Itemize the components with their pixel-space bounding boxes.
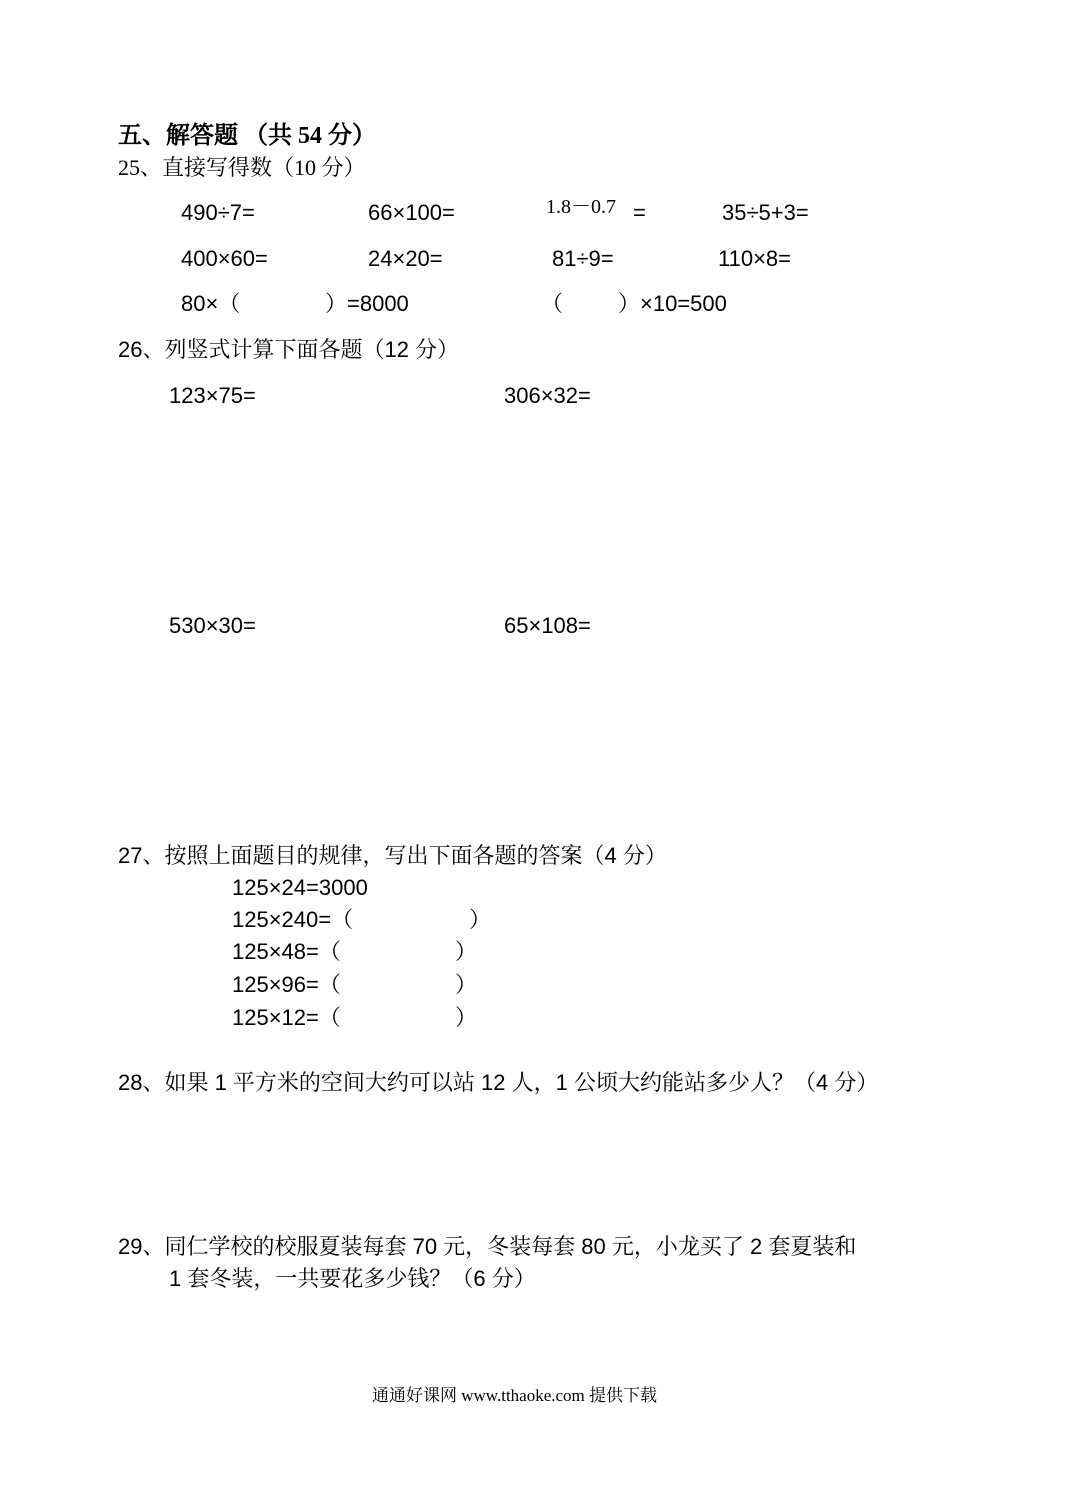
q26-item: 306×32= [504, 383, 591, 408]
q25-item: 66×100= [368, 200, 455, 225]
q27-item-close: ） [469, 907, 492, 932]
q28-title: 28、如果 1 平方米的空间大约可以站 12 人，1 公顷大约能站多少人？（4 分） [118, 1070, 879, 1095]
q25-item-equals: = [633, 200, 646, 225]
q27-item: 125×240=（ [232, 907, 354, 932]
q27-item-close: ） [455, 939, 478, 964]
page-footer: 通通好课网 www.tthaoke.com 提供下载 [372, 1386, 658, 1405]
q25-blank-open: 80×（ [181, 291, 241, 316]
q27-item: 125×96=（ [232, 972, 341, 997]
q27-given: 125×24=3000 [232, 875, 368, 900]
q26-item: 123×75= [169, 383, 256, 408]
q29-line1: 29、同仁学校的校服夏装每套 70 元，冬装每套 80 元，小龙买了 2 套夏装和 [118, 1234, 857, 1259]
q25-item: 400×60= [181, 246, 268, 271]
q25-item-fraction: 1.8－0.7 [546, 196, 616, 218]
q25-blank-close: ）×10=500 [618, 291, 727, 316]
q25-item: 35÷5+3= [722, 200, 809, 225]
q25-blank-close: ）=8000 [325, 291, 409, 316]
q27-title: 27、按照上面题目的规律，写出下面各题的答案（4 分） [118, 843, 667, 868]
q25-item: 490÷7= [181, 200, 255, 225]
q27-item-close: ） [455, 1005, 478, 1030]
q26-title: 26、列竖式计算下面各题（12 分） [118, 337, 460, 362]
q25-item: 110×8= [718, 246, 792, 271]
q26-item: 530×30= [169, 613, 256, 638]
q27-item-close: ） [455, 972, 478, 997]
q27-item: 125×12=（ [232, 1005, 341, 1030]
q25-blank-open: （ [541, 291, 564, 316]
q26-item: 65×108= [504, 613, 591, 638]
q27-item: 125×48=（ [232, 939, 341, 964]
q29-line2: 1 套冬装，一共要花多少钱？（6 分） [169, 1266, 536, 1291]
q25-title: 25、直接写得数（10 分） [118, 155, 366, 180]
section-title: 五、解答题 （共 54 分） [118, 123, 376, 149]
q25-item: 81÷9= [552, 246, 614, 271]
q25-item: 24×20= [368, 246, 443, 271]
